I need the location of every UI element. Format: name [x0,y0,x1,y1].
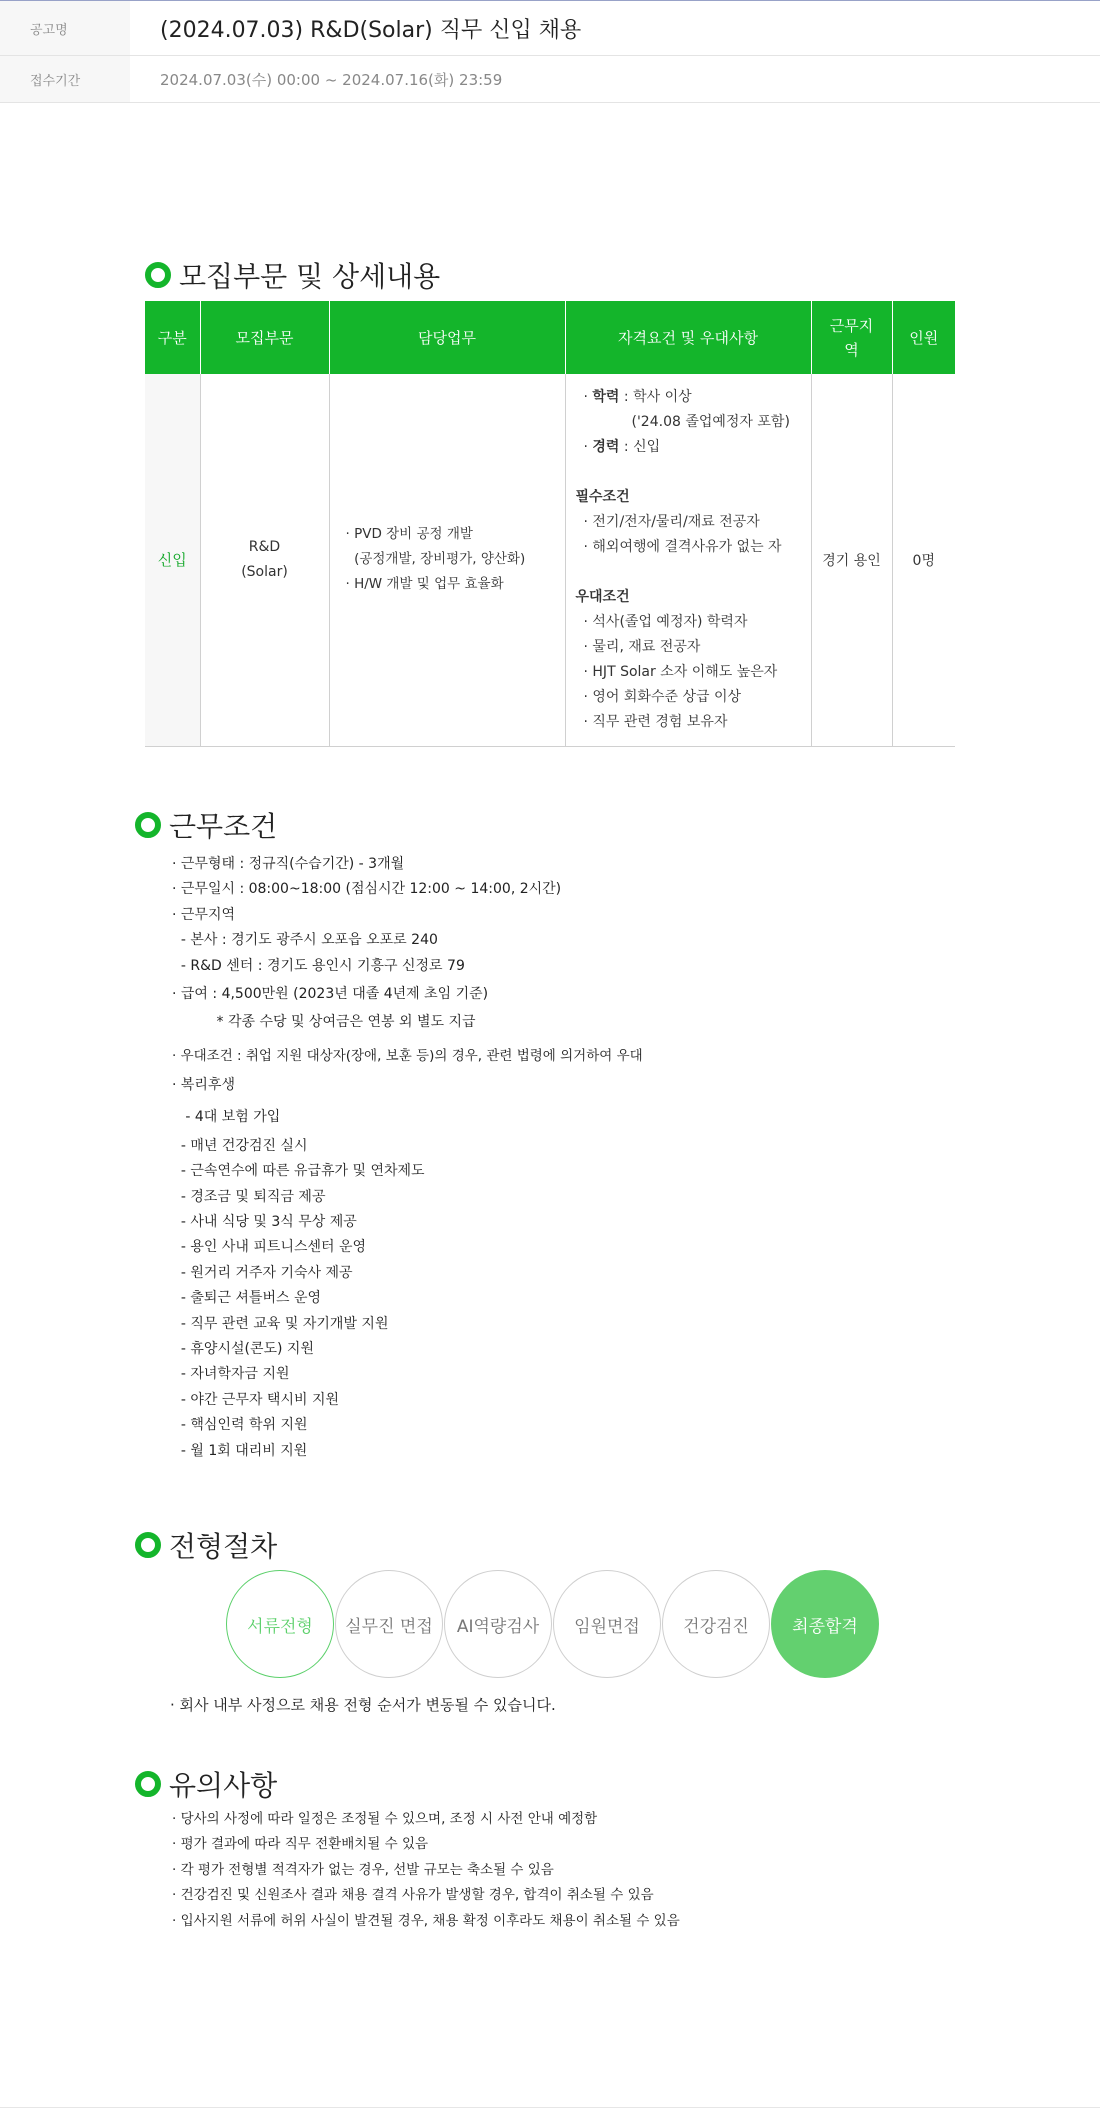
process-note: · 회사 내부 사정으로 채용 전형 순서가 변동될 수 있습니다. [170,1696,556,1714]
condition-line: - R&D 센터 : 경기도 용인시 기흥구 신정로 79 [172,957,465,974]
green-circle-icon [135,812,161,838]
duty-line: (공정개발, 장비평가, 양산화) [345,551,526,568]
period-label: 접수기간 [0,56,130,102]
note-line: · 당사의 사정에 따라 일정은 조정될 수 있으며, 조정 시 사전 안내 예정함 [172,1811,598,1827]
bottom-border [0,2107,1100,2108]
condition-line: · 우대조건 : 취업 지원 대상자(장애, 보훈 등)의 경우, 관련 법령에 의거하여 우대 [172,1047,643,1064]
condition-line: - 핵심인력 학위 지원 [172,1417,308,1434]
cell-type: 신입 [145,374,200,746]
note-line: · 입사지원 서류에 허위 사실이 발견될 경우, 채용 확정 이후라도 채용이 취소될 수 있음 [172,1912,680,1929]
step-ai-assessment: AI역량검사 [444,1570,552,1678]
condition-line: - 야간 근무자 택시비 지원 [172,1391,339,1408]
col-header: 인원 [892,301,955,374]
career-value: : 신입 [619,438,661,455]
condition-line: - 원거리 거주자 기숙사 제공 [172,1264,353,1281]
preferred-item: · 물리, 재료 전공자 [583,638,701,655]
table-row [145,374,955,746]
section-notes [135,1764,277,1804]
condition-line: - 본사 : 경기도 광주시 오포읍 오포로 240 [172,932,438,949]
step-executive-interview: 임원면접 [553,1570,661,1678]
duty-line: · PVD 장비 공정 개발 [345,526,473,543]
required-title: 필수조건 [575,488,630,505]
cell-qualifications [565,374,811,746]
condition-line: · 근무일시 : 08:00~18:00 (점심시간 12:00 ~ 14:00, 2시간) [172,881,562,898]
notes-list [172,1807,680,1934]
duty-line: · H/W 개발 및 업무 효율화 [345,576,504,593]
condition-line: - 경조금 및 퇴직금 제공 [172,1188,326,1205]
conditions-list [172,852,643,1464]
preferred-title: 우대조건 [575,588,630,605]
edu-value: : 학사 이상 [619,388,692,405]
col-header: 담당업무 [329,301,565,374]
col-header: 구분 [145,301,200,374]
step-health-check: 건강검진 [662,1570,770,1678]
section-recruit-title: 모집부문 및 상세내용 [179,260,441,293]
condition-line: - 휴양시설(콘도) 지원 [172,1341,314,1358]
dept-line: (Solar) [241,563,288,580]
note-line: · 각 평가 전형별 적격자가 없는 경우, 선발 규모는 축소될 수 있음 [172,1861,554,1878]
preferred-item: · 직무 관련 경험 보유자 [583,713,728,730]
cell-dept [200,374,329,746]
edu-label: 학력 [592,388,620,405]
required-item: · 전기/전자/물리/재료 전공자 [583,513,760,530]
section-process [135,1525,277,1565]
period-row [0,56,1100,103]
condition-line: * 각종 수당 및 상여금은 연봉 외 별도 지급 [172,1014,476,1031]
condition-line: - 근속연수에 따른 유급휴가 및 연차제도 [172,1163,425,1180]
step-practical-interview: 실무진 면접 [335,1570,443,1678]
recruit-table [145,301,955,747]
required-item: · 해외여행에 결격사유가 없는 자 [583,538,782,555]
career-label: 경력 [592,438,620,455]
application-period: 2024.07.03(수) 00:00 ~ 2024.07.16(화) 23:59 [160,70,503,89]
posting-title: (2024.07.03) R&D(Solar) 직무 신입 채용 [160,17,582,43]
condition-line: · 근무지역 [172,906,235,923]
preferred-item: · 석사(졸업 예정자) 학력자 [583,613,748,630]
qual-edu: · 학력 : 학사 이상 [583,388,692,405]
col-header: 근무지 역 [811,301,892,374]
condition-line: - 사내 식당 및 3식 무상 제공 [172,1214,357,1231]
section-notes-title: 유의사항 [169,1769,278,1802]
section-process-title: 전형절차 [169,1530,278,1563]
dept-line: R&D [248,538,281,555]
condition-line: - 월 1회 대리비 지원 [172,1442,308,1459]
condition-line: - 직무 관련 교육 및 자기개발 지원 [172,1315,389,1332]
condition-line: - 자녀학자금 지원 [172,1366,290,1383]
green-circle-icon [145,262,171,288]
green-circle-icon [135,1532,161,1558]
note-line: · 평가 결과에 따라 직무 전환배치될 수 있음 [172,1836,429,1853]
note-line: · 건강검진 및 신원조사 결과 채용 결격 사유가 발생할 경우, 합격이 취소될 수 있음 [172,1887,654,1904]
preferred-item: · HJT Solar 소자 이해도 높은자 [583,663,778,680]
condition-line: - 용인 사내 피트니스센터 운영 [172,1239,367,1256]
cell-count: 0명 [892,374,955,746]
condition-line: · 근무형태 : 정규직(수습기간) - 3개월 [172,856,405,872]
title-row [0,1,1100,56]
cell-duty [329,374,565,746]
condition-line: · 급여 : 4,500만원 (2023년 대졸 4년제 초임 기준) [172,985,489,1002]
step-final-pass: 최종합격 [771,1570,879,1678]
section-conditions [135,805,277,845]
qual-edu-note: ('24.08 졸업예정자 포함) [631,413,790,430]
step-document-screening: 서류전형 [226,1570,334,1678]
condition-line: - 4대 보험 가입 [172,1108,281,1125]
condition-line: - 출퇴근 셔틀버스 운영 [172,1290,322,1307]
condition-line: - 매년 건강검진 실시 [172,1137,308,1154]
green-circle-icon [135,1771,161,1797]
qual-career: · 경력 : 신입 [583,438,661,455]
table-header-row [145,301,955,374]
process-steps [226,1570,880,1678]
cell-location: 경기 용인 [811,374,892,746]
title-label: 공고명 [0,1,130,55]
section-conditions-title: 근무조건 [169,810,278,843]
col-header: 자격요건 및 우대사항 [565,301,811,374]
col-header: 모집부문 [200,301,329,374]
preferred-item: · 영어 회화수준 상급 이상 [583,688,741,705]
section-recruit [145,255,440,295]
condition-line: · 복리후생 [172,1077,235,1094]
